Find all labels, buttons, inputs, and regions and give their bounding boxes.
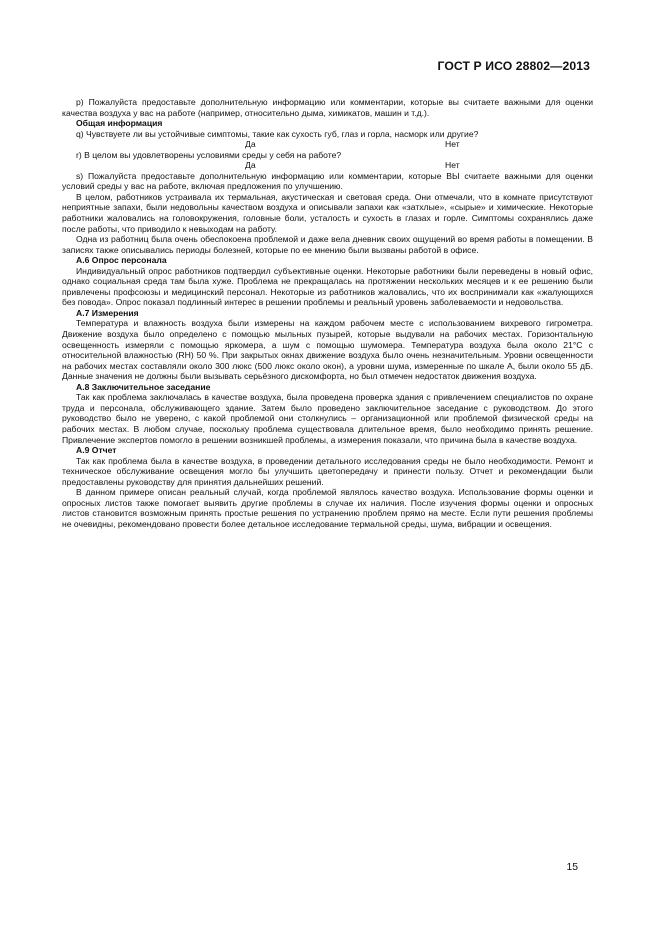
section-a6-heading: А.6 Опрос персонала bbox=[76, 255, 167, 266]
worker-diary-paragraph: Одна из работниц была очень обеспокоена проблемой и даже вела дневник своих ощущений во время работы в помещении. В записях также описывались периоды болезней, которые по ее мнению были вызваны работой в офисе. bbox=[62, 234, 593, 255]
question-p-paragraph: р) Пожалуйста предоставьте дополнительную информацию или комментарии, которые вы считаете важными для оценки качества воздуха у вас на работе (например, относительно дыма, химикатов, машин и т.д.). bbox=[62, 97, 593, 118]
general-info-heading: Общая информация bbox=[76, 118, 163, 129]
section-a9-text: Так как проблема была в качестве воздуха, в проведении детального исследования среды не было необходимости. Ремонт и техническое обслуживание освещения могло бы улучшить цветопередачу и принести пользу. Отчет и рекомендации были предоставлены руководству для принятия дальнейших решений. bbox=[62, 455, 593, 487]
document-id-header: ГОСТ Р ИСО 28802—2013 bbox=[437, 59, 590, 73]
section-a7-text: Температура и влажность воздуха были измерены на каждом рабочем месте с использованием вихревого гигрометра. Движение воздуха было определено с помощью мыльных пузырей, которые выдували на рабочих местах. Горизонтальную освещенность измеряли с помощью яркомера, а шум с помощью шумомера. Температура воздуха была около 21°С с относительной влажностью (RH) 50 %. При закрытых окнах движение воздуха было очень незначительным. Уровни освещенности на рабочих местах составляли около 300 люкс (500 люкс около окон), а уровни шума, измеренные по шкале А, были около 55 дБ. Данные значения не должны были вызывать серьёзного дискомфорта, но был отмечен недостаток движения воздуха. bbox=[62, 318, 593, 382]
r-yes-option: Да bbox=[245, 160, 256, 171]
section-a9-heading: А.9 Отчет bbox=[76, 445, 117, 456]
document-body bbox=[62, 97, 593, 529]
section-a8-text: Так как проблема заключалась в качестве воздуха, была проведена проверка здания с привлечением специалистов по охране труда и персонала, обслуживающего здание. Затем было проведено заключительное заседание с руководством. До этого руководство было не уверено, с какой проблемой они столкнулись – организационной или проблемой физической среды на рабочих местах. В любом случае, поскольку проблема существовала длительное время, было необходимо принять решение. Привлечение экспертов помогло в решении возникшей проблемы, а измерения показали, что причина была в качестве воздуха. bbox=[62, 392, 593, 445]
conclusion-paragraph: В данном примере описан реальный случай, когда проблемой являлось качество воздуха. Использование формы оценки и опросных листов также помогает выявить другие проблемы в случае их наличия. После изучения формы оценки и опросных листов становится возможным принять простые решения по устранению проблем прямо на месте. Если пути решения проблемы не очевидны, рекомендовано провести более детальное исследование термальной среды, шума, вибрации и освещения. bbox=[62, 487, 593, 529]
q-no-option: Нет bbox=[445, 139, 460, 150]
summary-paragraph: В целом, работников устраивала их термальная, акустическая и световая среда. Они отмечали, что в комнате присутствуют неприятные запахи, были недовольны качеством воздуха и описывали запахи как «затхлые», «сырые» и химические. Некоторые работники жаловались на головокружения, головные боли, усталость и сухость в глазах и горле. Симптомы сохранялись даже после работы, что приводило к невыходам на работу. bbox=[62, 191, 593, 234]
q-yes-option: Да bbox=[245, 139, 256, 150]
section-a6-text: Индивидуальный опрос работников подтвердил субъективные оценки. Некоторые работники были переведены в новый офис, однако социальная среда там была хуже. Проблема не прекращалась на протяжении нескольких месяцев и к ее решению были привлечены профсоюзы и медицинский персонал. Некоторые из работников жаловались, что их воспринимали как «жалующихся без повода». Опрос показал подлинный интерес в решении проблемы и реальный уровень заболеваемости и недовольства. bbox=[62, 265, 593, 308]
page-number: 15 bbox=[566, 862, 578, 873]
r-no-option: Нет bbox=[445, 160, 460, 171]
r-answer-options bbox=[62, 160, 593, 171]
q-answer-options bbox=[62, 139, 593, 150]
question-r: r) В целом вы удовлетворены условиями среды у себя на работе? bbox=[76, 149, 342, 160]
section-a7-heading: А.7 Измерения bbox=[76, 307, 139, 318]
question-s-paragraph: s) Пожалуйста предоставьте дополнительную информацию или комментарии, которые ВЫ считаете важными для оценки условий среды у вас на работе, включая предложения по улучшению. bbox=[62, 170, 593, 192]
question-q: q) Чувствуете ли вы устойчивые симптомы, такие как сухость губ, глаз и горла, насморк или другие? bbox=[76, 128, 479, 139]
section-a8-heading: А.8 Заключительное заседание bbox=[76, 381, 211, 392]
